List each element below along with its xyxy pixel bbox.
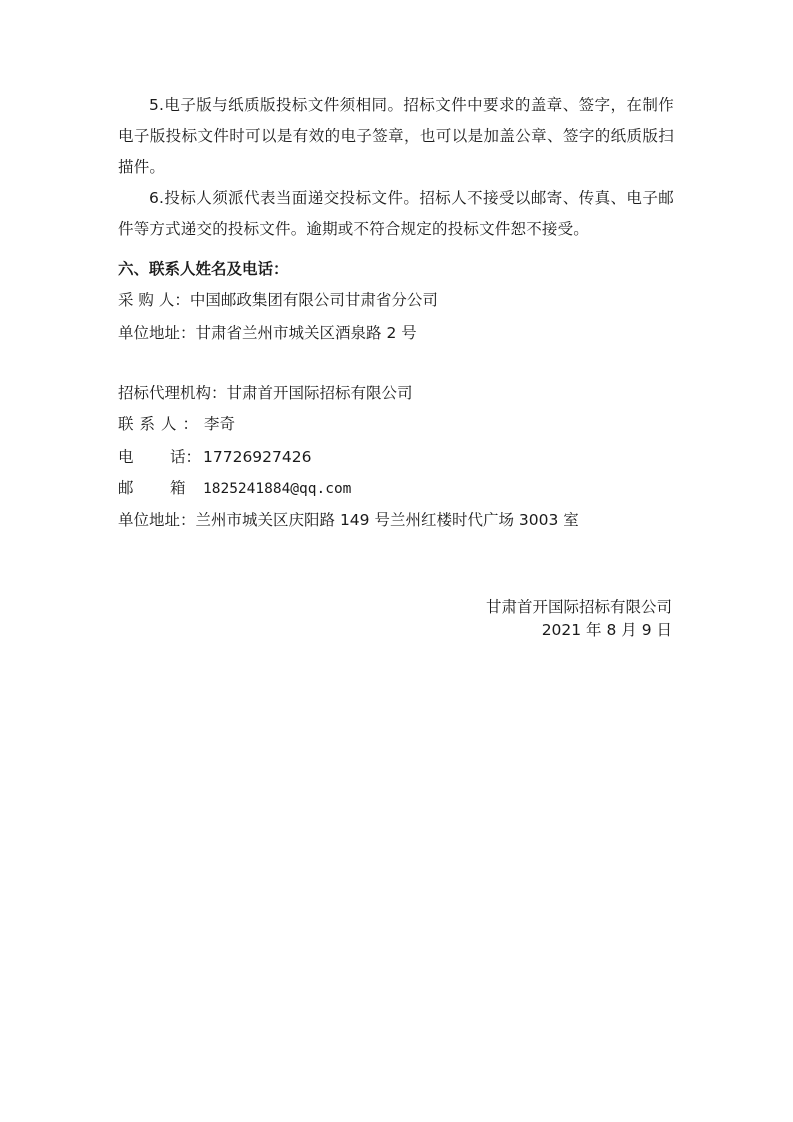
email-label (118, 477, 203, 499)
phone-label-part-2: 话： (170, 448, 202, 466)
email-label-part-1: 邮 (118, 479, 134, 497)
purchaser-row (118, 289, 438, 311)
contact-row (118, 413, 235, 435)
phone-row (118, 446, 311, 468)
contact-value: 李奇 (204, 415, 236, 433)
signature-date: 2021 年 8 月 9 日 (541, 621, 672, 639)
email-value: 1825241884@qq.com (203, 481, 352, 497)
agency-value: 甘肃首开国际招标有限公司 (226, 384, 413, 402)
item-number: 5. (149, 96, 165, 114)
purchaser-address-row (118, 322, 417, 344)
phone-label-part-1: 电 (118, 448, 134, 466)
email-label-part-2: 箱 (170, 479, 186, 497)
signature-org: 甘肃首开国际招标有限公司 (485, 598, 672, 616)
phone-value: 17726927426 (203, 448, 312, 466)
agency-row (118, 382, 413, 404)
phone-label (118, 446, 203, 468)
agency-address-value: 兰州市城关区庆阳路 149 号兰州红楼时代广场 3003 室 (195, 511, 579, 529)
paragraph-item-5 (118, 90, 674, 183)
item-text: 电子版与纸质版投标文件须相同。招标文件中要求的盖章、签字，在制作电子版投标文件时可以是有效的电子签章，也可以是加盖公章、签字的纸质版扫描件。 (118, 96, 674, 176)
paragraph-item-6 (118, 183, 674, 245)
section-heading: 六、联系人姓名及电话： (118, 260, 289, 278)
contact-label: 联系人： (118, 415, 205, 433)
agency-label: 招标代理机构： (118, 384, 227, 402)
purchaser-address-label: 单位地址： (118, 324, 196, 342)
item-number: 6. (149, 189, 165, 207)
item-text: 投标人须派代表当面递交投标文件。招标人不接受以邮寄、传真、电子邮件等方式递交的投标文件。逾期或不符合规定的投标文件恕不接受。 (118, 189, 674, 238)
email-row (118, 477, 351, 500)
agency-address-label: 单位地址： (118, 511, 196, 529)
purchaser-value: 中国邮政集团有限公司甘肃省分公司 (189, 291, 438, 309)
purchaser-label: 采 购 人： (118, 291, 190, 309)
agency-address-row (118, 509, 579, 531)
purchaser-address-value: 甘肃省兰州市城关区酒泉路 2 号 (195, 324, 417, 342)
